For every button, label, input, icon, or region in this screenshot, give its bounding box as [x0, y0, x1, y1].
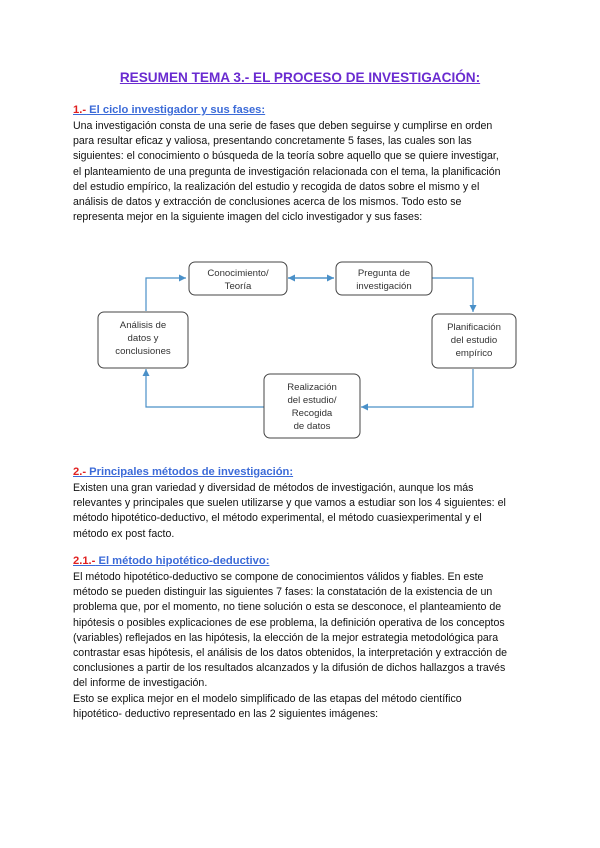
paragraph-line: (variables) reflejados en las hipótesis, la elección de la mejor estrategia metodológica para — [73, 631, 499, 644]
paragraph-line: contrastar esas hipótesis, el análisis de los datos obtenidos, la interpretación y extracción de — [73, 647, 507, 660]
paragraph-line: El método hipotético-deductivo se compone de conocimientos válidos y fiables. En este — [73, 571, 484, 583]
paragraph-line: siguientes: el conocimiento o búsqueda de la teoría sobre aquello que se quiere investigar, — [73, 150, 499, 163]
node-planificacion-line: empírico — [455, 348, 493, 359]
paragraph-line: Esto se explica mejor en el modelo simplificado de las etapas del método científico — [73, 692, 462, 705]
paragraph-line: método hipotético-deductivo, el método experimental, el método cuasiexperimental y el — [73, 512, 482, 525]
paragraph-line: problema que, por el momento, no tiene solución o esta se desconoce, el planteamiento de — [73, 601, 502, 614]
paragraph-line: hipótesis o posibles explicaciones de ese problema, la definición operativa de los conceptos — [73, 616, 505, 629]
node-analisis-line: datos y — [127, 333, 159, 344]
node-analisis-line: conclusiones — [115, 346, 171, 357]
node-analisis-line: Análisis de — [119, 320, 167, 331]
paragraph-line: del informe de investigación. — [73, 677, 208, 690]
section-2-1-title: El método hipotético-deductivo: — [95, 555, 270, 567]
section-1-number: 1.- — [73, 104, 87, 116]
node-conocimiento-line: Conocimiento/ — [207, 268, 269, 279]
node-conocimiento-line: Teoría — [224, 281, 252, 292]
node-realizacion-line: Realización — [287, 382, 337, 393]
node-pregunta-line: Pregunta de — [357, 268, 411, 279]
arrow-planificacion-to-realizacion — [361, 369, 473, 407]
section-2-1-heading — [73, 555, 269, 567]
arrow-realizacion-to-analisis — [146, 369, 264, 407]
section-2-heading — [73, 466, 293, 478]
paragraph-line: hipotético- deductivo representado en las 2 siguientes imágenes: — [73, 707, 379, 720]
paragraph-line: el planteamiento de una pregunta de investigación relacionada con el tema, la planificación — [73, 165, 501, 178]
section-2-1-number: 2.1.- — [73, 555, 96, 567]
paragraph-line: Existen una gran variedad y diversidad de métodos de investigación, aunque los más — [73, 482, 474, 494]
node-planificacion-line: del estudio — [450, 335, 498, 346]
node-pregunta-line: investigación — [356, 281, 412, 292]
page-title: RESUMEN TEMA 3.- EL PROCESO DE INVESTIGACIÓN: — [119, 70, 481, 85]
node-realizacion-line: Recogida — [291, 408, 333, 419]
node-planificacion-line: Planificación — [447, 322, 501, 333]
paragraph-line: método ex post facto. — [73, 527, 175, 540]
paragraph-line: análisis de datos y extracción de conclusiones acerca de los mismos. Todo esto se — [73, 196, 462, 209]
arrow-analisis-to-conocimiento — [146, 278, 186, 311]
paragraph-line: conclusiones a partir de los resultados alcanzados y la difusión de dichos hallazgos a través — [73, 662, 506, 675]
section-1-title: El ciclo investigador y sus fases: — [86, 104, 266, 116]
paragraph-line: Una investigación consta de una serie de fases que deben seguirse y cumplirse en orden — [73, 120, 493, 132]
node-realizacion-line: del estudio/ — [287, 395, 337, 406]
paragraph-line: método se pueden distinguir las siguientes 7 fases: la constatación de la existencia de un — [73, 586, 493, 599]
paragraph-line: relevantes y principales que suelen utilizarse y que vamos a estudiar son los 4 siguientes: el — [73, 497, 506, 510]
section-2-title: Principales métodos de investigación: — [86, 466, 294, 478]
paragraph-line: representa mejor en la siguiente imagen del ciclo investigador y sus fases: — [73, 211, 423, 224]
node-realizacion-line: de datos — [293, 421, 331, 432]
section-2-1-body — [73, 570, 533, 722]
paragraph-line: para resultar eficaz y valiosa, presentando concretamente 5 fases, las cuales son las — [73, 135, 472, 148]
paragraph-line: del estudio empírico, la realización del estudio y recogida de datos sobre el mismo y el — [73, 180, 480, 193]
arrow-pregunta-to-planificacion — [432, 278, 473, 312]
section-2-body — [73, 481, 533, 542]
section-2-number: 2.- — [73, 466, 87, 478]
